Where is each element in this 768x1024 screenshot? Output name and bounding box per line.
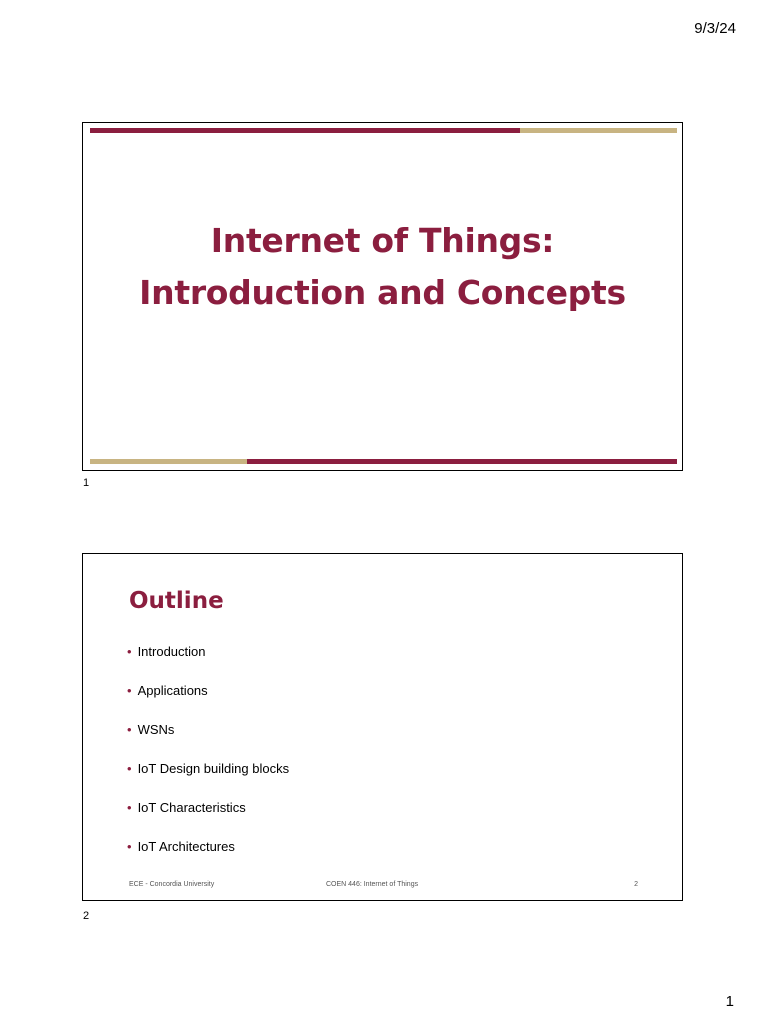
footer-center: COEN 446: Internet of Things [326,881,419,888]
footer-right: 2 [634,881,638,888]
list-item-label: IoT Characteristics [137,800,246,815]
bullet-icon: • [127,839,132,854]
bullet-icon: • [127,722,132,737]
outline-list [127,644,289,878]
title-line-2: Introduction and Concepts [139,273,626,312]
list-item-label: WSNs [137,722,175,737]
list-item [127,761,289,800]
list-item [127,683,289,722]
top-gold-bar [520,128,677,133]
bullet-icon: • [127,761,132,776]
top-maroon-bar [90,128,520,133]
list-item [127,800,289,839]
bottom-gold-bar [90,459,247,464]
page-date: 9/3/24 [694,20,736,37]
list-item-label: Applications [137,683,208,698]
bullet-icon: • [127,683,132,698]
list-item [127,839,289,878]
list-item [127,644,289,683]
outline-heading: Outline [129,588,224,614]
list-item [127,722,289,761]
bullet-icon: • [127,644,132,659]
slide-index-label: 2 [83,910,90,922]
page-number: 1 [725,993,734,1010]
slide-outline [82,553,683,901]
slide-title-heading [83,215,682,319]
title-line-1: Internet of Things: [210,221,555,260]
list-item-label: Introduction [137,644,206,659]
bottom-maroon-bar [247,459,677,464]
list-item-label: IoT Architectures [137,839,235,854]
list-item-label: IoT Design building blocks [137,761,290,776]
slide-index-label: 1 [83,477,90,489]
bullet-icon: • [127,800,132,815]
footer-left: ECE - Concordia University [129,881,215,888]
slide-title [82,122,683,471]
